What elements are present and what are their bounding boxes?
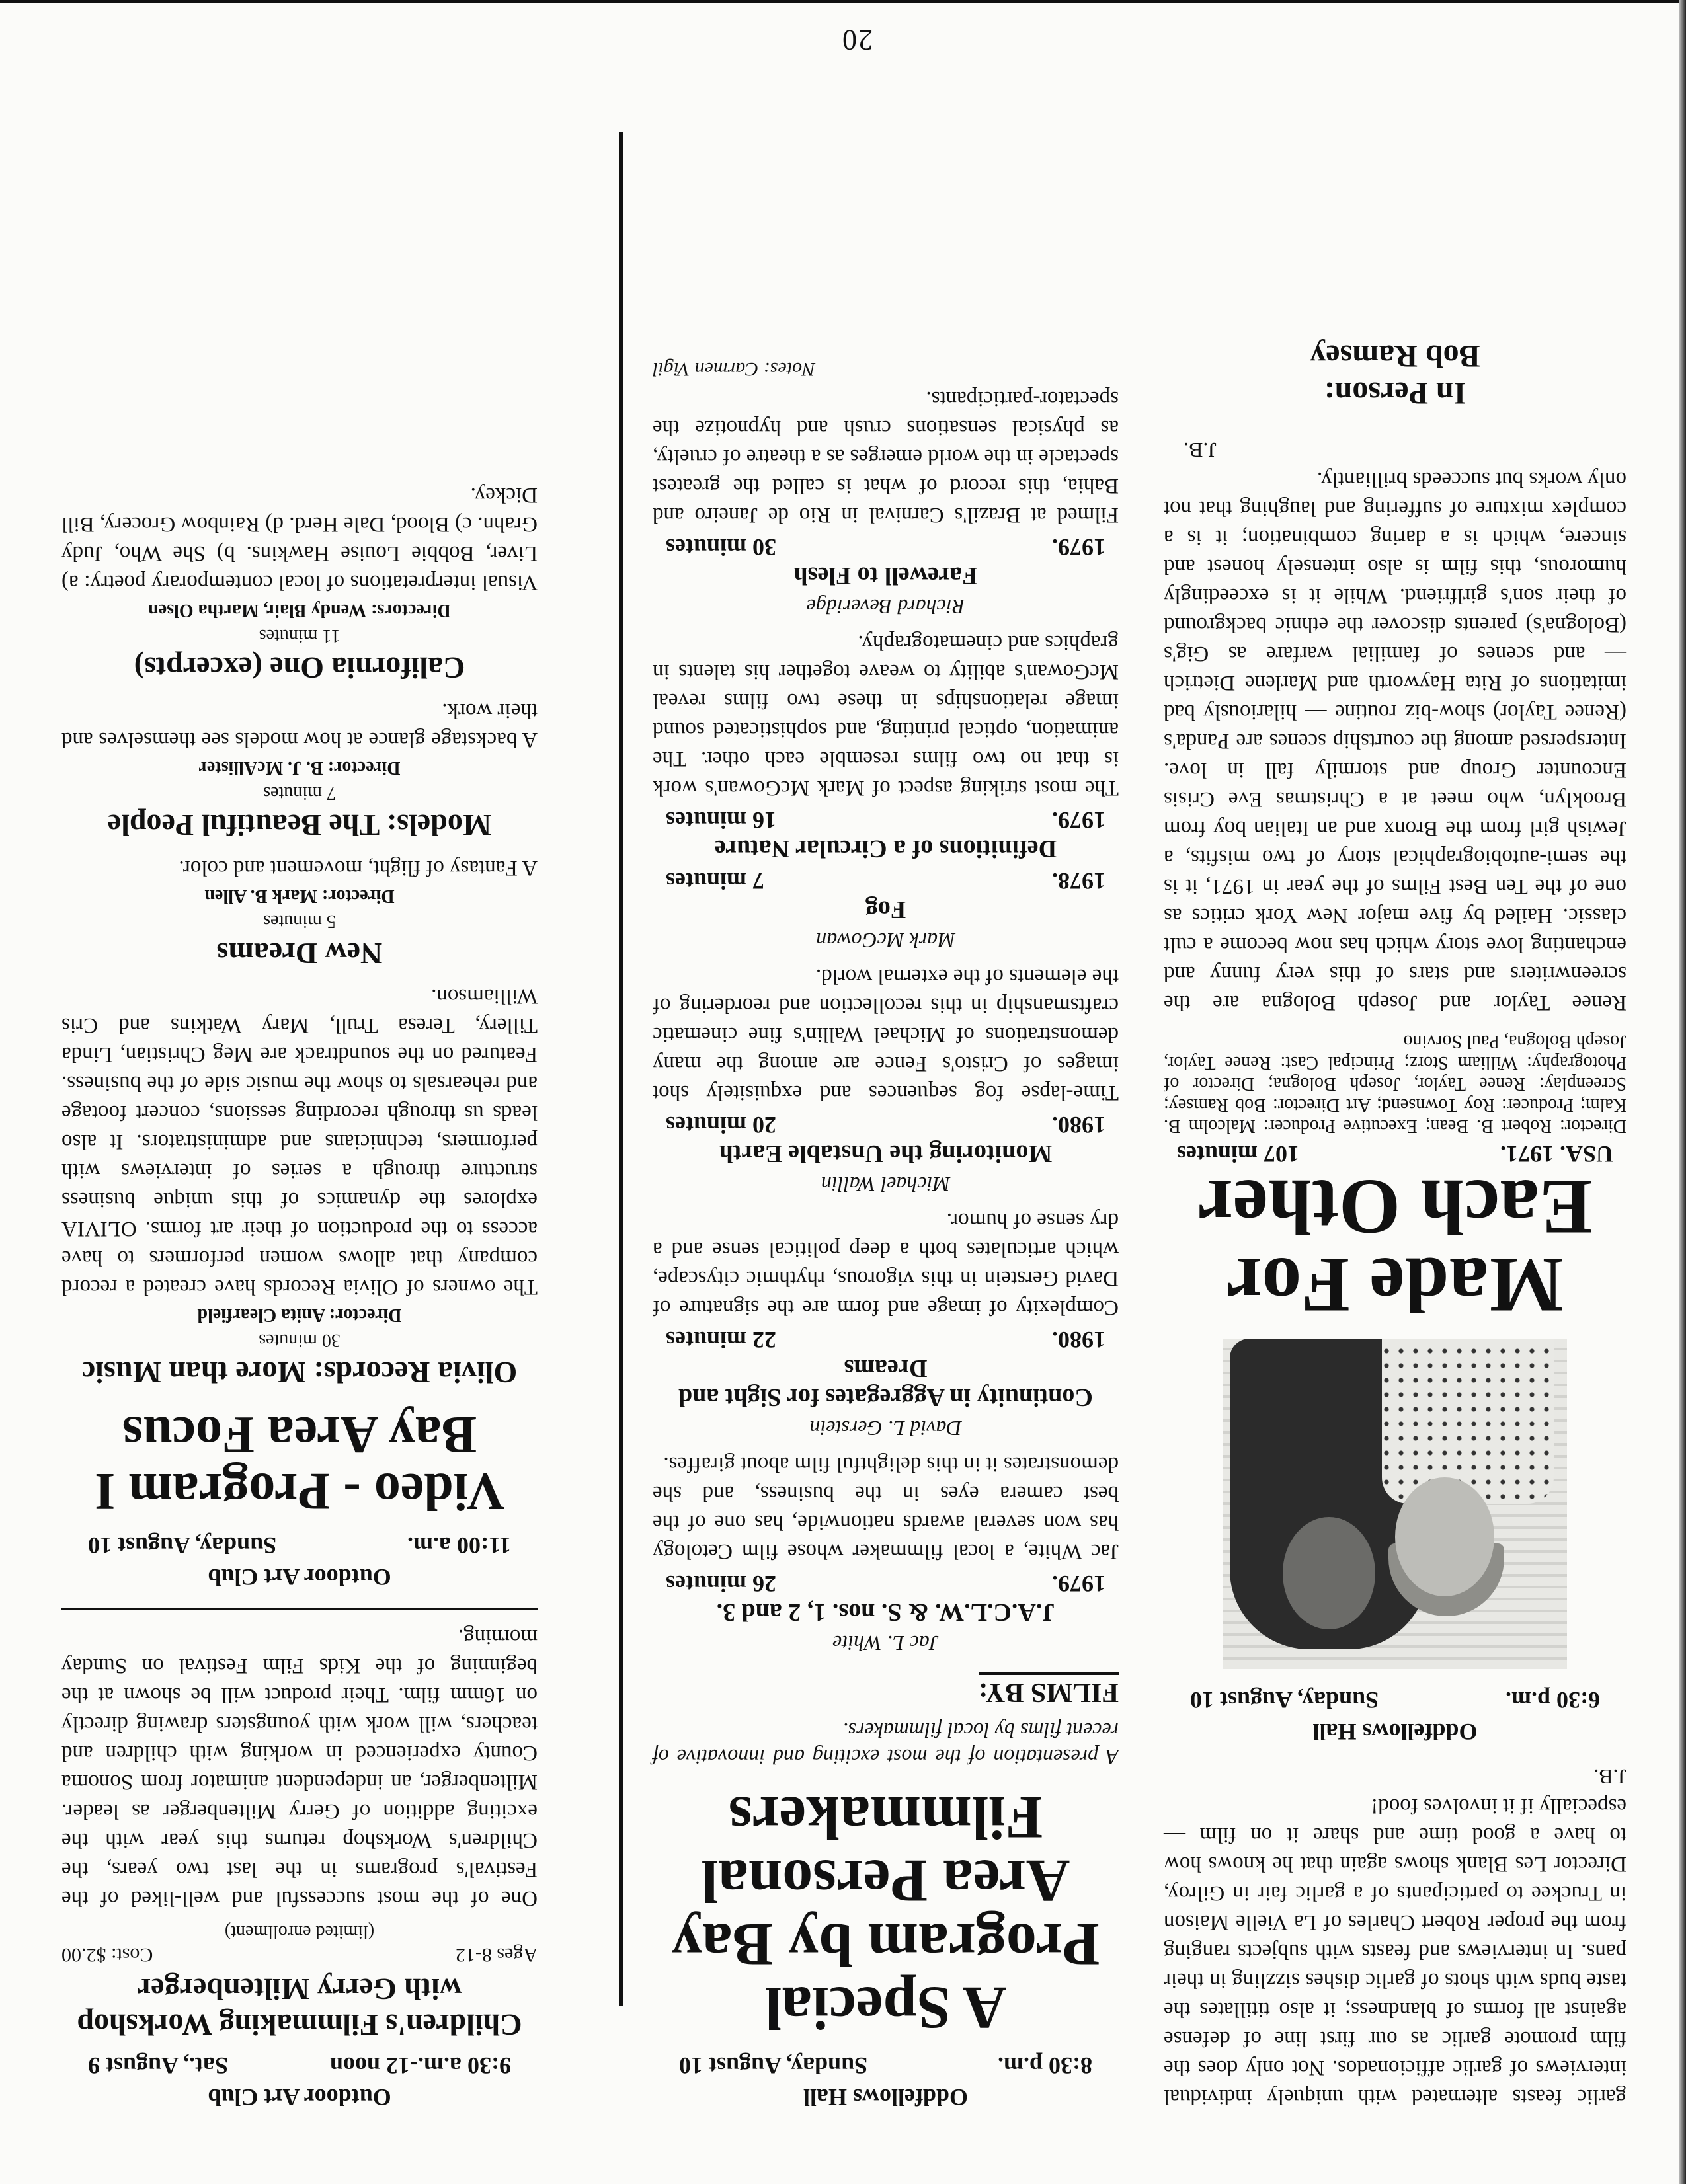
made-for-venue: Oddfellows Hall	[1312, 1719, 1478, 1745]
special-title: A Special Program by Bay Area Personal Filmmakers	[671, 1784, 1100, 2042]
film-title: Monitoring the Unstable Earth	[719, 1140, 1053, 1167]
film-runtime: 30 minutes	[666, 534, 777, 561]
segment-description: Visual interpretations of local contemporary poetry: a) Liver, Bobbie Louise Hawkins. b) She Who, Judy Grahn. c) Blood, Dale Herd. d) Rainbow Grocery, Bill Dickey.	[61, 483, 538, 594]
film-description: Complexity of image and form are the signature of David Gerstein in this vigorous, rhythmic cityscape, which articulates both a deep political sense and a dry sense of humor.	[653, 1208, 1119, 1319]
segment-title: New Dreams	[216, 937, 383, 970]
segment-title: Olivia Records: More than Music	[81, 1356, 518, 1389]
middle-column	[653, 358, 1119, 2111]
segment-title: Models: The Beautiful People	[107, 808, 492, 842]
video-date: Sunday, August 10	[88, 1532, 277, 1559]
film-runtime: 26 minutes	[666, 1571, 777, 1597]
film-entry	[653, 628, 1119, 953]
filmmaker-name: David L. Gerstein	[809, 1417, 962, 1440]
made-for-when	[1164, 1686, 1626, 1714]
film-year: 1978.	[1052, 868, 1105, 894]
segment-description: The owners of Olivia Records have created a record company that allows women performers to have access to the production of their art forms. OLIVIA explores the dynamics of this unique business structure through a series of interviews with performers, technicians and administrators. It also leads us through recording sessions, concert footage and rehearsals to show the music side of the business. Featured on the soundtrack are Meg Christian, Linda Tillery, Teresa Trull, Mary Watkins and Cris Williamson.	[61, 984, 538, 1299]
film-entry	[653, 1206, 1119, 1440]
in-person-label: In Person:	[1324, 375, 1466, 410]
special-intro: A presentation of the most exciting and innovative of recent films by local filmmakers.	[653, 1719, 1119, 1769]
segment-director: Director: Mark B. Allen	[204, 886, 395, 906]
made-for-country-year: USA. 1971.	[1500, 1141, 1613, 1167]
film-title-second: Definitions of a Circular Nature	[714, 835, 1057, 863]
film-runtime-second: 16 minutes	[666, 807, 777, 834]
segment-description: A backstage glance at how models see themselves and their work.	[61, 699, 538, 752]
video-when	[61, 1532, 538, 1559]
film-year: 1979.	[1052, 534, 1105, 561]
in-person-name: Bob Ramsey	[1310, 338, 1480, 373]
film-title: Fog	[865, 896, 906, 923]
workshop-title: Children's Filmmaking Workshop with Gerry Miltenberger	[77, 1972, 522, 2042]
made-for-date: Sunday, August 10	[1190, 1687, 1379, 1713]
films-by-heading: FILMS BY:	[979, 1672, 1119, 1708]
film-title: Continuity in Aggregates for Sight and Dreams	[678, 1354, 1093, 1411]
filmmaker-name: Michael Wallin	[821, 1173, 951, 1196]
film-description: Time-lapse fog sequences and exquisitely shot images of Cristo's Fence are among the many demonstrations of Michael Wallin's fine cinematic craftsmanship in this recollection and reordering of the elements of the external world.	[653, 964, 1119, 1105]
made-for-credits: Director: Robert B. Bean; Executive Producer: Malcolm B. Kalm; Producer: Roy Townsend; Art Director: Bob Ramsey; Screenplay: Renee Taylor, Joseph Bologna; Director of Photography: William Storz; Principal Cast: Renee Taylor, Joseph Bologna, Paul Sorvino	[1164, 1031, 1626, 1136]
workshop-description: One of the most successful and well-liked of the Festival's programs in the last two years, the Children's Workshop returns this year with the exciting addition of Gerry Miltenberger as leader. Miltenberger, an independent animator from Sonoma County experienced in working with children and teachers, will work with youngsters drawing directly on 16mm film. Their product will be shown at the beginning of the Kids Film Festival on Sunday morning.	[61, 1625, 538, 1910]
segment-runtime: 11 minutes	[259, 625, 341, 646]
made-for-title: Made For Each Other	[1197, 1163, 1593, 1329]
special-time: 8:30 p.m.	[998, 2052, 1092, 2079]
film-year-second: 1979.	[1052, 807, 1105, 834]
segment-runtime: 5 minutes	[263, 911, 336, 931]
segment-director: Directors: Wendy Blair, Martha Olsen	[148, 600, 451, 621]
made-for-signature: J.B.	[1184, 438, 1217, 462]
workshop-time: 9:30 a.m.-12 noon	[329, 2052, 511, 2079]
film-runtime: 20 minutes	[666, 1112, 777, 1138]
workshop-cost: Cost: $2.00	[61, 1944, 153, 1966]
section-rule	[61, 1608, 538, 1610]
video-segment	[61, 481, 538, 685]
film-year: 1980.	[1052, 1327, 1105, 1353]
film-still-photo	[1223, 1339, 1567, 1669]
segment-director: Director: B. J. McAllister	[198, 758, 401, 778]
special-date: Sunday, August 10	[679, 2052, 868, 2079]
filmmaker-name: Jac L. White	[832, 1631, 939, 1655]
film-runtime: 7 minutes	[666, 868, 765, 894]
segment-runtime: 30 minutes	[259, 1330, 341, 1350]
column-divider	[619, 132, 623, 2006]
special-venue: Oddfellows Hall	[803, 2084, 969, 2111]
film-description: Filmed at Brazil's Carnival in Rio de Janeiro and Bahia, this record of what is called the greatest spectacle in the world emerges as a theatre of cruelty, as physical sensations crush and hypnotize the spectator-participants.	[653, 387, 1119, 527]
video-time: 11:00 a.m.	[407, 1532, 511, 1559]
segment-description: A Fantasy of flight, movement and color.	[179, 856, 538, 880]
film-description: The most striking aspect of Mark McGowan's work is that no two films resemble each other. The animation, optical printing, and sophisticated sound image relationships in these two films reveal McGowan's ability to weave together his talents in graphics and cinematography.	[653, 631, 1119, 800]
segment-director: Director: Anita Clearfield	[197, 1305, 402, 1325]
video-segment	[61, 982, 538, 1390]
film-year: 1980.	[1052, 1112, 1105, 1138]
film-runtime: 22 minutes	[666, 1327, 777, 1353]
video-venue: Outdoor Art Club	[208, 1564, 391, 1590]
made-for-description: Renee Taylor and Joseph Bologna are the screenwriters and stars of this very funny and enchanting love story which has now become a cult classic. Hailed by five major New York critics as one of the Ten Best Films of the year in 1971, it is the semi-autobiographical story of two misfits, a Jewish girl from the Bronx and an Italian boy from Brooklyn, who meet at a Christmas Eve Crisis Encounter Group and stormily fall in love. Interspersed among the courtship scenes are Panda's (Renee Taylor) show-biz routine — hilariously bad imitations of Rita Hayworth and Marlene Dietrich — and scenes of familial warfare as Gig's (Bologna's) parents discover the ethnic background of their son's girlfriend. While it is exceedingly humorous, this film is also intensely honest and sincere, which is a daring combination; it is a complex mixture of suffering and laughing that not only works but succeeds brilliantly.	[1164, 467, 1626, 1015]
video-segment	[61, 853, 538, 971]
program-notes-credit: Notes: Carmen Vigil	[653, 358, 816, 380]
workshop-ages: Ages 8-12	[455, 1944, 538, 1966]
film-title: Farewell to Flesh	[793, 562, 978, 590]
video-segment	[61, 696, 538, 843]
made-for-time: 6:30 p.m.	[1505, 1687, 1600, 1713]
left-column	[1164, 337, 1626, 2111]
workshop-date: Sat., August 9	[88, 2052, 229, 2079]
workshop-when	[61, 2052, 538, 2080]
filmmaker-name: Richard Beveridge	[806, 595, 965, 619]
film-year: 1979.	[1052, 1571, 1105, 1597]
page-number: 20	[841, 24, 873, 56]
filmmaker-name: Mark McGowan	[816, 929, 955, 953]
segment-runtime: 7 minutes	[263, 783, 336, 803]
film-description: Jac White, a local filmmaker whose film Cetology has won several awards nationwide, has one of the best camera eyes in the business, and she demonstrates it in this delightful film about giraffes.	[653, 1452, 1119, 1563]
film-entry	[653, 962, 1119, 1196]
garlic-review-text: garlic feasts alternated with uniquely individual interviews of garlic afficionados. Not only does the film promote garlic as our first line of defense against all forms of blandness; it also titillates the taste buds with shots of garlic dishes sizzling in their pans. In interviews and feasts with subjects ranging from the proper Robert Charles of La Vielle Maison in Truckee to participants of a garlic fair in Gilroy, Director Les Blank shows again that he knows how to have a good time and share it on film — especially if it involves food!	[1164, 1794, 1626, 2109]
film-title: J.A.C.L.W. & S. nos. 1, 2 and 3.	[716, 1598, 1055, 1626]
garlic-review-signature: J.B.	[1593, 1765, 1626, 1789]
workshop-enrollment: (limited enrollment)	[224, 1922, 375, 1942]
special-when	[653, 2052, 1119, 2080]
made-for-runtime: 107 minutes	[1177, 1141, 1300, 1167]
right-column	[61, 481, 538, 2111]
film-entry	[653, 1450, 1119, 1655]
video-title: Video - Program I Bay Area Focus	[95, 1405, 504, 1520]
segment-title: California One (excerpts)	[134, 651, 465, 685]
film-entry	[653, 384, 1119, 619]
workshop-venue: Outdoor Art Club	[208, 2084, 391, 2111]
